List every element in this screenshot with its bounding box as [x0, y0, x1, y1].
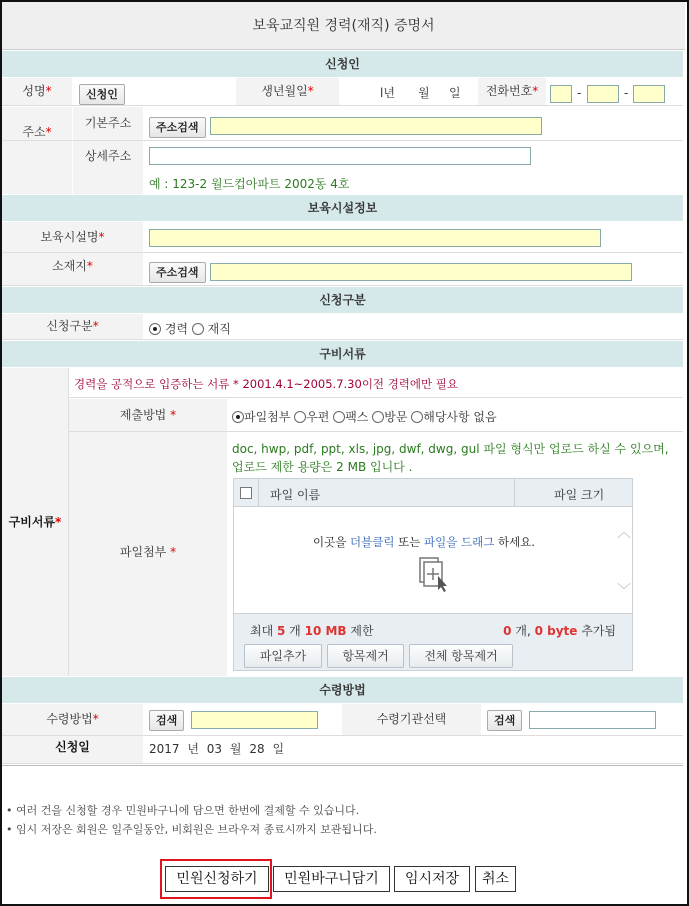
- notice-item: • 여러 건을 신청할 경우 민원바구니에 담으면 한번에 결제할 수 있습니다.: [6, 804, 360, 817]
- file-info: doc, hwp, pdf, ppt, xls, jpg, dwf, dwg, gul 파일 형식만 업로드 하실 수 있으며, 업로드 제한 용량은 2 MB 입니다 .: [232, 442, 669, 474]
- cancel-button[interactable]: 취소: [475, 866, 516, 892]
- radio-fax[interactable]: [333, 411, 345, 423]
- receipt-method-label-cell: 수령방법*: [2, 704, 143, 735]
- temp-save-button[interactable]: 임시저장: [394, 866, 470, 892]
- receipt-search-button[interactable]: 검색: [149, 710, 184, 731]
- facility-name-label-cell: 보육시설명*: [2, 222, 143, 252]
- scroll-up-icon[interactable]: ︿: [617, 525, 631, 541]
- apply-date-value: 2017 년 03 월 28 일: [149, 742, 285, 756]
- submit-method-label-cell: 제출방법 *: [69, 399, 227, 431]
- basic-address-label: 기본주소: [73, 107, 143, 140]
- file-upload-icon: [414, 554, 454, 594]
- submit-method-options: 파일첨부 우편 팩스 방문 해당사항 없음: [232, 408, 497, 425]
- upload-limit: 최대 5 개 10 MB 제한: [250, 624, 374, 638]
- file-upload-footer: [234, 613, 632, 670]
- col-file-name: 파일 이름: [270, 488, 321, 502]
- birth-year: l년: [380, 86, 395, 100]
- scroll-down-icon[interactable]: ﹀: [617, 583, 631, 599]
- section-receipt: 수령방법: [2, 677, 683, 703]
- upload-added: 0 개, 0 byte 추가됨: [503, 624, 616, 638]
- facility-location-label-cell: 소재지*: [2, 253, 143, 285]
- section-documents: 구비서류: [2, 341, 683, 367]
- radio-visit[interactable]: [372, 411, 384, 423]
- file-list-scrollbar[interactable]: [614, 508, 632, 612]
- radio-file-attach[interactable]: [232, 411, 244, 423]
- phone-part3-input[interactable]: [633, 85, 665, 103]
- applicant-button[interactable]: 신청인: [79, 84, 125, 105]
- phone-dash: -: [577, 86, 582, 100]
- receipt-agency-input[interactable]: [529, 711, 656, 729]
- page-title: 보육교직원 경력(재직) 증명서: [2, 2, 685, 50]
- col-file-size: 파일 크기: [554, 488, 605, 502]
- file-upload-widget: [233, 478, 633, 671]
- birth-month: 월: [418, 86, 430, 100]
- radio-career[interactable]: [149, 323, 161, 335]
- radio-mail[interactable]: [294, 411, 306, 423]
- facility-name-input[interactable]: [149, 229, 601, 247]
- file-list-header: [234, 479, 632, 507]
- section-request-type: 신청구분: [2, 287, 683, 313]
- documents-label-cell: 구비서류*: [2, 368, 68, 676]
- address-search-button[interactable]: 주소검색: [149, 117, 206, 138]
- phone-dash: -: [624, 86, 629, 100]
- remove-item-button[interactable]: 항목제거: [327, 644, 404, 668]
- apply-button[interactable]: 민원신청하기: [165, 866, 269, 892]
- attach-label-cell: 파일첨부 *: [69, 432, 227, 676]
- receipt-agency-label-cell: 수령기관선택: [342, 704, 481, 735]
- birth-label-cell: 생년월일*: [236, 78, 339, 105]
- file-drop-area[interactable]: [234, 508, 614, 612]
- radio-not-applicable[interactable]: [411, 411, 423, 423]
- basic-address-input[interactable]: [210, 117, 542, 135]
- phone-label-cell: 전화번호*: [478, 78, 546, 105]
- divider: [2, 765, 683, 766]
- remove-all-button[interactable]: 전체 항목제거: [409, 644, 513, 668]
- request-type-options: 경력 재직: [149, 320, 231, 337]
- required-mark: *: [45, 84, 52, 98]
- drop-instructions: 이곳을 더블클릭 또는 파일을 드래그 하세요.: [313, 535, 535, 549]
- phone-part1-input[interactable]: [550, 85, 572, 103]
- address-example: 예 : 123-2 월드컵아파트 2002동 4호: [149, 177, 350, 191]
- name-label-cell: 성명*: [2, 78, 72, 105]
- section-applicant: 신청인: [2, 51, 683, 77]
- agency-search-button[interactable]: 검색: [487, 710, 522, 731]
- facility-location-input[interactable]: [210, 263, 632, 281]
- facility-address-search-button[interactable]: 주소검색: [149, 262, 206, 283]
- add-to-cart-button[interactable]: 민원바구니담기: [273, 866, 390, 892]
- request-type-label-cell: 신청구분*: [2, 314, 143, 339]
- notice-item: • 임시 저장은 회원은 일주일동안, 비회원은 브라우져 종료시까지 보관됩니다.: [6, 823, 377, 836]
- birth-day: 일: [449, 86, 461, 100]
- notice-list: [6, 801, 377, 839]
- documents-note: 경력을 공적으로 입증하는 서류 * 2001.4.1~2005.7.30이전 경력에만 필요: [74, 377, 458, 391]
- apply-date-label: 신청일: [2, 736, 143, 763]
- select-all-checkbox[interactable]: [240, 487, 252, 499]
- detail-address-label: 상세주소: [73, 141, 143, 194]
- receipt-method-input[interactable]: [191, 711, 318, 729]
- radio-employed[interactable]: [192, 323, 204, 335]
- phone-part2-input[interactable]: [587, 85, 619, 103]
- detail-address-input[interactable]: [149, 147, 531, 165]
- add-file-button[interactable]: 파일추가: [244, 644, 322, 668]
- address-label-cell: 주소*: [2, 107, 72, 194]
- section-facility: 보육시설정보: [2, 195, 683, 221]
